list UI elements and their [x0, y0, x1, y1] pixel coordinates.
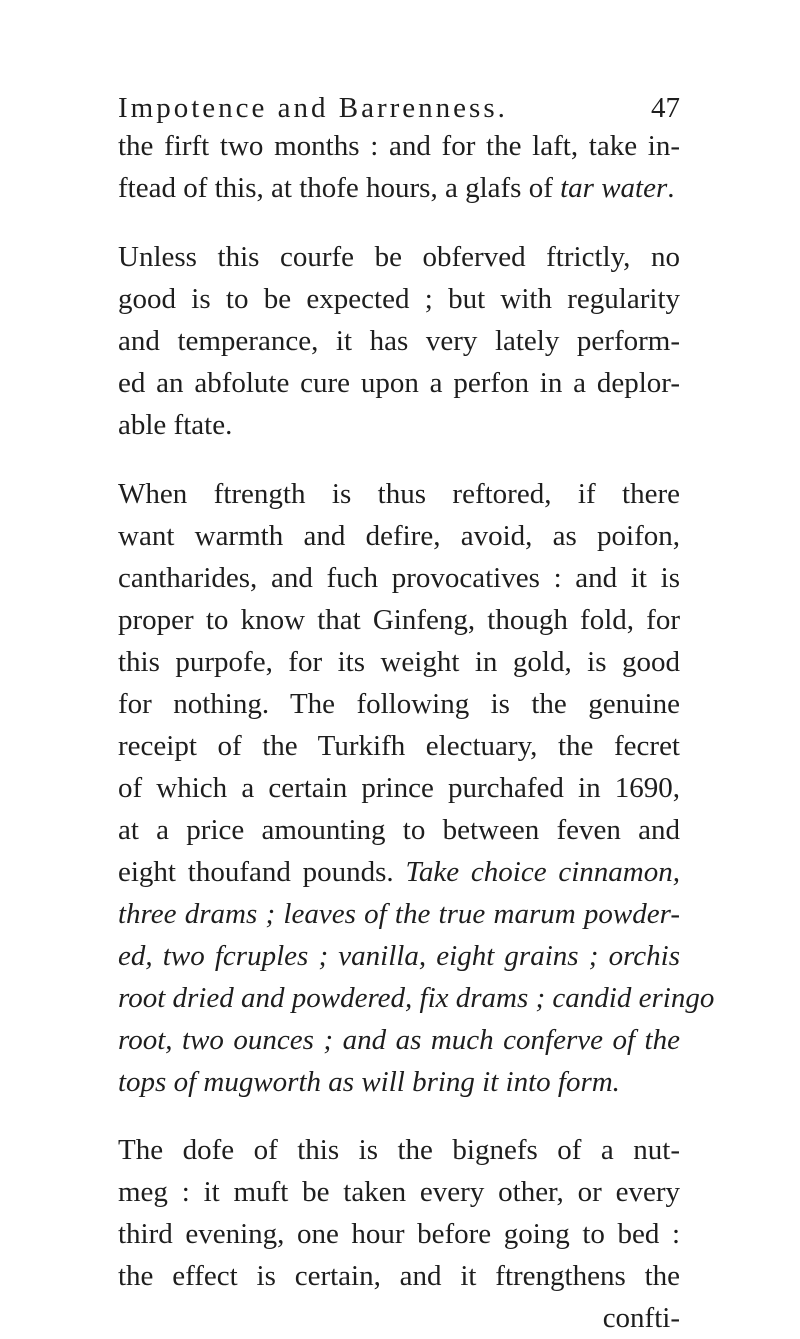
- text-line: good is to be expected ; but with regularity: [118, 283, 680, 315]
- text-line: Unless this courfe be obferved ftrictly, no: [118, 241, 680, 273]
- text-line: cantharides, and fuch provocatives : and it is: [118, 562, 680, 594]
- text-line: of which a certain prince purchafed in 1690,: [118, 772, 680, 804]
- recipe-line: three drams ; leaves of the true marum powder-: [118, 898, 680, 930]
- recipe-line: root dried and powdered, fix drams ; candid eringo: [118, 982, 715, 1014]
- recipe-line: root, two ounces ; and as much conferve of the: [118, 1024, 680, 1056]
- text-line: ftead of this, at thofe hours, a glafs of tar water.: [118, 172, 675, 204]
- text-line: able ftate.: [118, 409, 233, 441]
- text-line: the effect is certain, and it ftrengthens the: [118, 1260, 680, 1292]
- italic-recipe: Take choice cinnamon,: [405, 856, 680, 888]
- running-title: Impotence and Barrenness.: [118, 92, 508, 124]
- text-line: third evening, one hour before going to bed :: [118, 1218, 680, 1250]
- text-line: receipt of the Turkifh electuary, the fecret: [118, 730, 680, 762]
- recipe-line: tops of mugworth as will bring it into form.: [118, 1066, 620, 1098]
- text-line: for nothing. The following is the genuine: [118, 688, 680, 720]
- text-line: and temperance, it has very lately perform-: [118, 325, 680, 357]
- text-line: the firft two months : and for the laft, take in-: [118, 130, 680, 162]
- text-line: When ftrength is thus reftored, if there: [118, 478, 680, 510]
- text-line: this purpofe, for its weight in gold, is good: [118, 646, 680, 678]
- page-number: 47: [651, 92, 680, 124]
- catchword: confti-: [602, 1302, 680, 1334]
- text-line: meg : it muft be taken every other, or every: [118, 1176, 680, 1208]
- text-line: The dofe of this is the bignefs of a nut-: [118, 1134, 680, 1166]
- recipe-line: ed, two fcruples ; vanilla, eight grains ; orchis: [118, 940, 680, 972]
- text-line: want warmth and defire, avoid, as poifon,: [118, 520, 680, 552]
- text-line: proper to know that Ginfeng, though fold, for: [118, 604, 680, 636]
- text-line: at a price amounting to between feven and: [118, 814, 680, 846]
- text-line: eight thoufand pounds. Take choice cinnamon,: [118, 856, 680, 888]
- text-line: ed an abfolute cure upon a perfon in a deplor-: [118, 367, 680, 399]
- italic-term: tar water: [560, 172, 668, 204]
